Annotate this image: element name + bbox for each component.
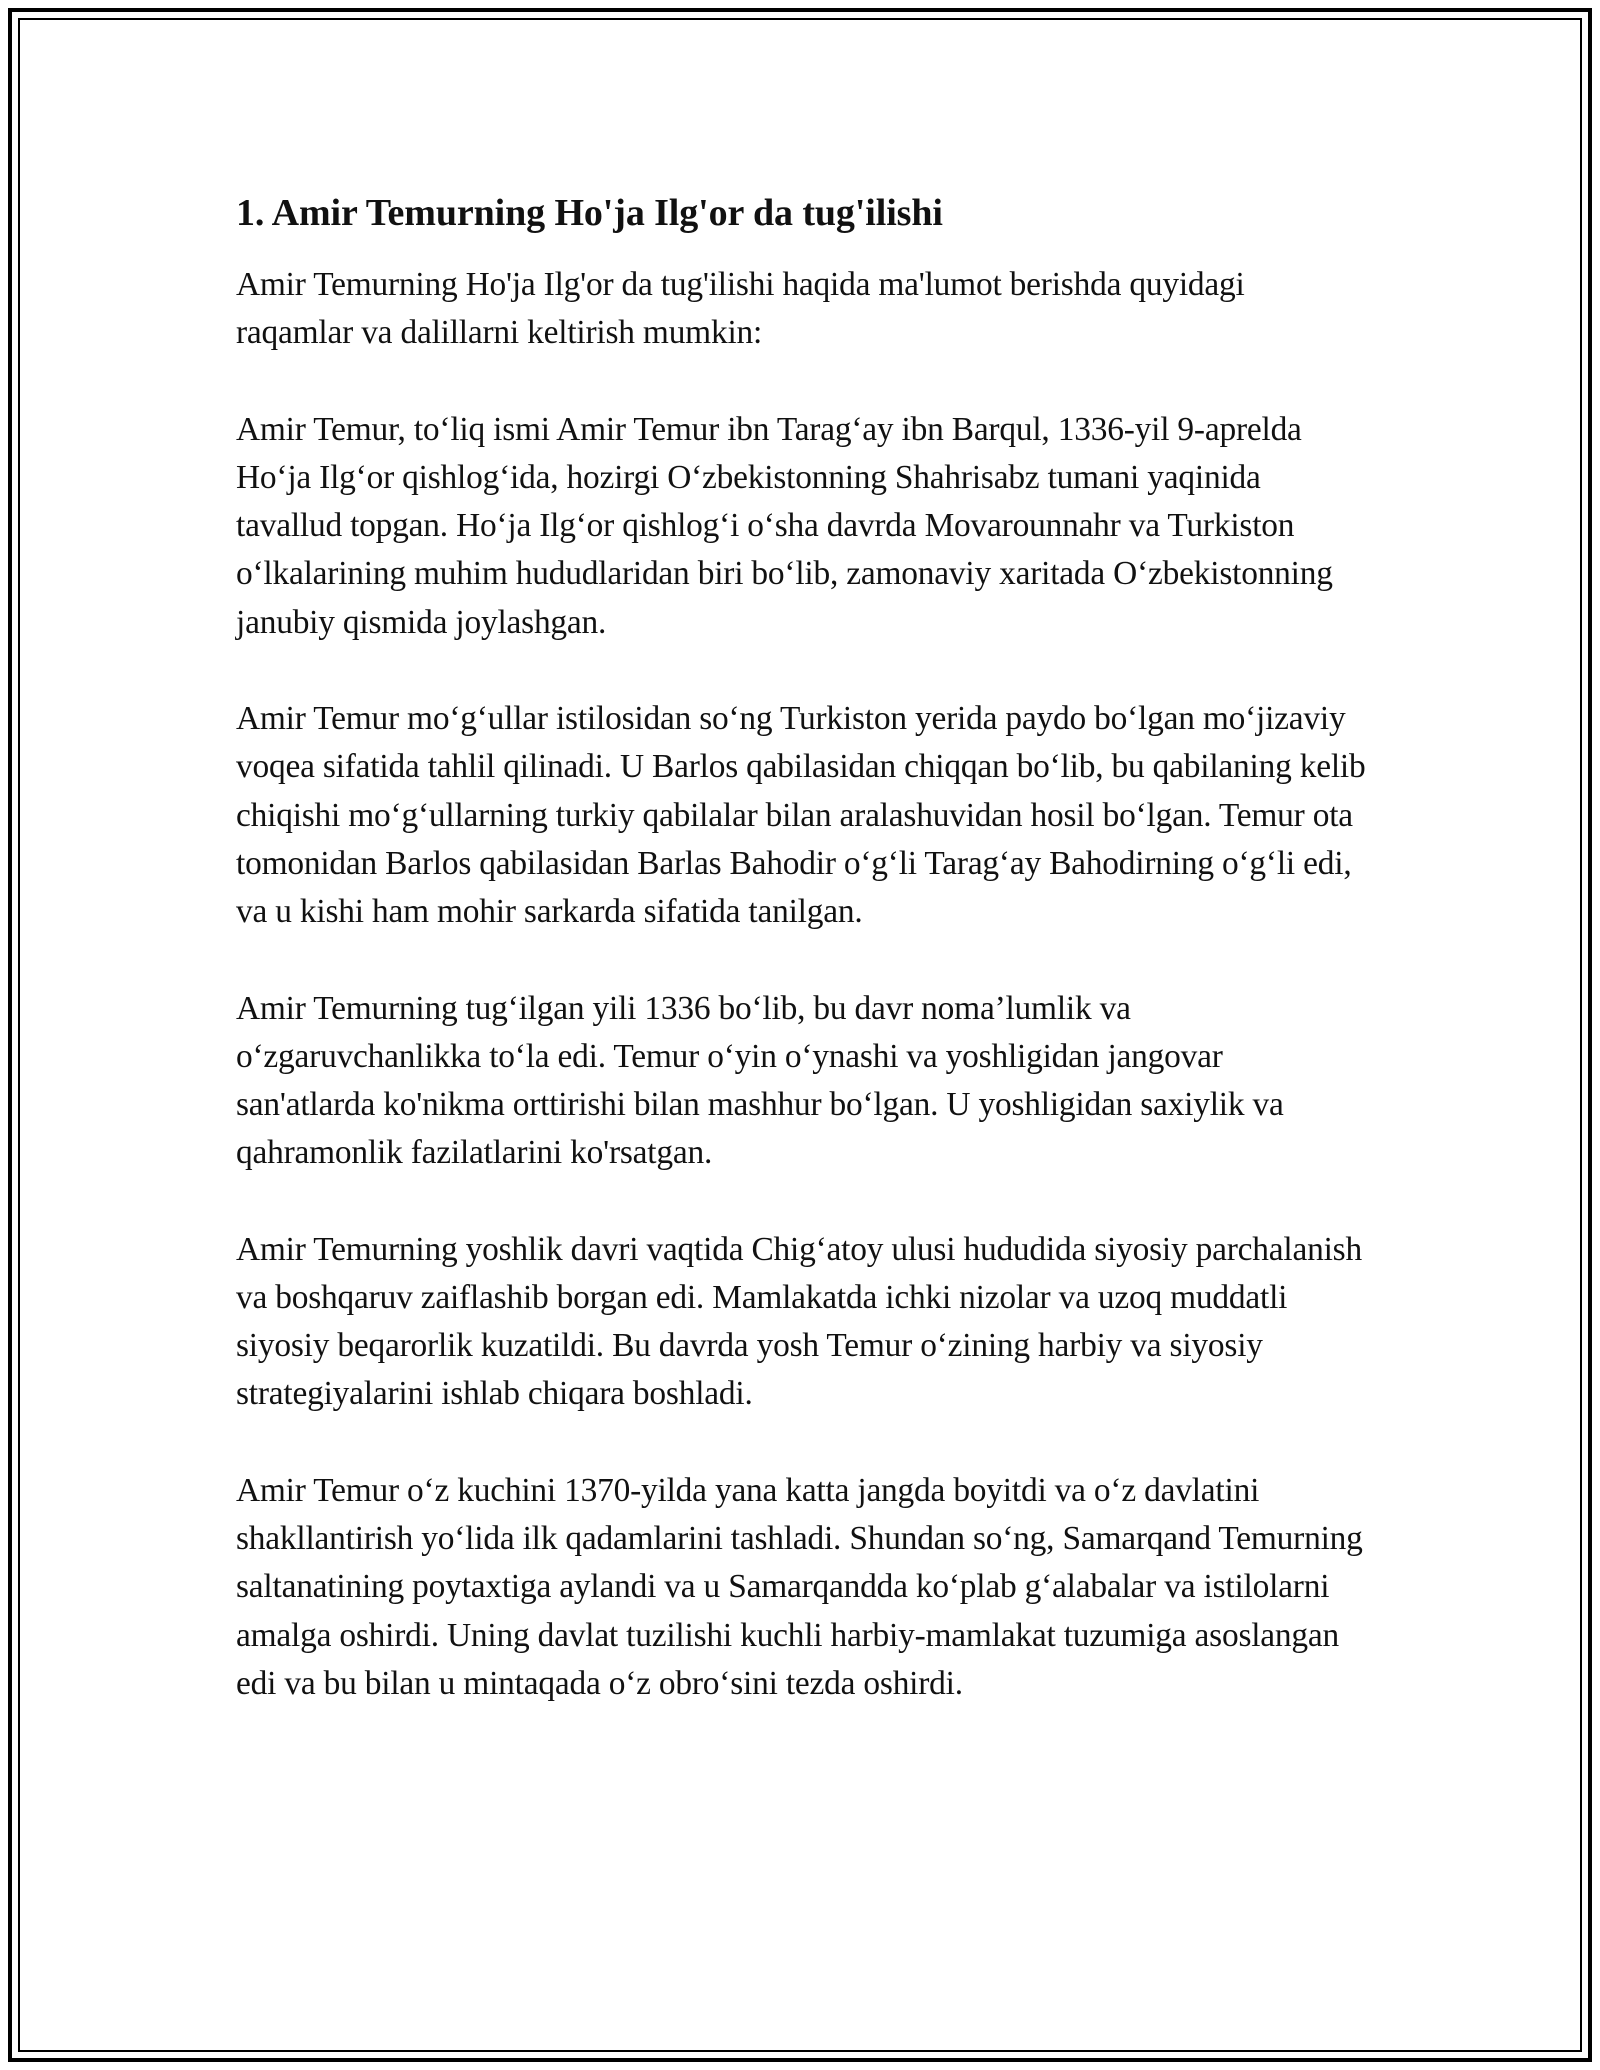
lineage-paragraph: Amir Temur mo‘g‘ullar istilosidan so‘ng Turkiston yerida paydo bo‘lgan mo‘jizaviy voqea sifatida tahlil qilinadi. U Barlos qabilasidan chiqqan bo‘lib, bu qabilaning kelib chiqishi mo‘g‘ullarning turkiy qabilalar bilan aralashuvidan hosil bo‘lgan. Temur ota tomonidan Barlos qabilasidan Barlas Bahodir o‘g‘li Tarag‘ay Bahodirning o‘g‘li edi, va u kishi ham mohir sarkarda sifatida tanilgan. [236,700,1366,931]
state-building-paragraph: Amir Temur o‘z kuchini 1370-yilda yana katta jangda boyitdi va o‘z davlatini shakllantirish yo‘lida ilk qadamlarini tashladi. Shundan so‘ng, Samarqand Temurning saltanatining poytaxtiga aylandi va u Samarqandda ko‘plab g‘alabalar va istilolarni amalga oshirdi. Uning davlat tuzilishi kuchli harbiy-mamlakat tuzumiga asoslangan edi va bu bilan u mintaqada o‘z obro‘sini tezda oshirdi. [236,1472,1363,1702]
intro-paragraph: Amir Temurning Ho'ja Ilg'or da tug'ilishi haqida ma'lumot berishda quyidagi raqamlar va dalillarni keltirish mumkin: [236,266,1245,352]
document-body [236,185,1366,1756]
birth-paragraph: Amir Temur, to‘liq ismi Amir Temur ibn Tarag‘ay ibn Barqul, 1336-yil 9-aprelda Ho‘ja Ilg‘or qishlog‘ida, hozirgi O‘zbekistonning Shahrisabz tumani yaqinida tavallud topgan. Ho‘ja Ilg‘or qishlog‘i o‘sha davrda Movarounnahr va Turkiston o‘lkalarining muhim hududlaridan biri bo‘lib, zamonaviy xaritada O‘zbekistonning janubiy qismida joylashgan. [236,410,1333,641]
youth-paragraph: Amir Temurning tug‘ilgan yili 1336 bo‘lib, bu davr noma’lumlik va o‘zgaruvchanlikka to‘la edi. Temur o‘yin o‘ynashi va yoshligidan jangovar san'atlarda ko'nikma orttirishi bilan mashhur bo‘lgan. U yoshligidan saxiylik va qahramonlik fazilatlarini ko'rsatgan. [236,989,1284,1172]
section-heading: 1. Amir Temurning Ho'ja Ilg'or da tug'ilishi [236,192,943,234]
political-context-paragraph: Amir Temurning yoshlik davri vaqtida Chig‘atoy ulusi hududida siyosiy parchalanish va boshqaruv zaiflashib borgan edi. Mamlakatda ichki nizolar va uzoq muddatli siyosiy beqarorlik kuzatildi. Bu davrda yosh Temur o‘zining harbiy va siyosiy strategiyalarini ishlab chiqara boshladi. [236,1230,1362,1413]
